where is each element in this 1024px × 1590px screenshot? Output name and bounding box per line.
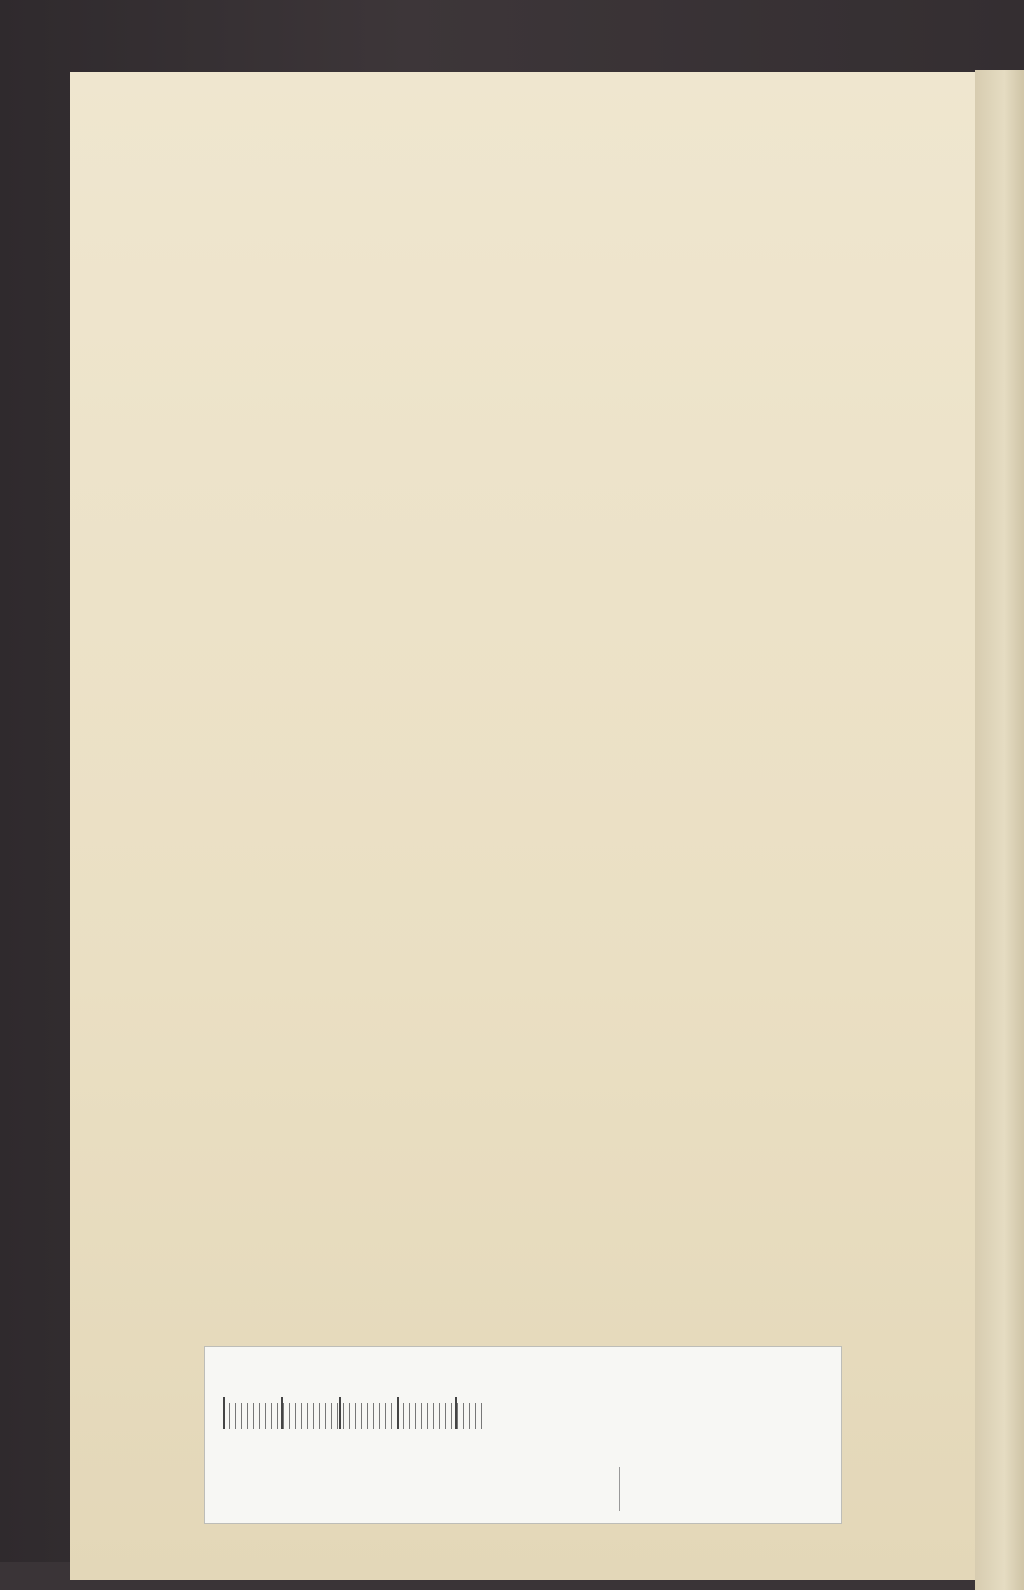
- ruler-major-ticks: [223, 1397, 487, 1429]
- catchword: [278, 222, 968, 244]
- swatch-gray: [719, 1399, 763, 1455]
- swatch-black: [767, 1399, 811, 1455]
- section-title: [318, 180, 968, 222]
- swatch-white: [671, 1399, 715, 1455]
- color-calibration-card: [204, 1346, 842, 1524]
- facing-page-edge: [975, 70, 1024, 1590]
- separator: [619, 1467, 620, 1511]
- page-header: [278, 140, 968, 180]
- page-text-block: [278, 140, 968, 244]
